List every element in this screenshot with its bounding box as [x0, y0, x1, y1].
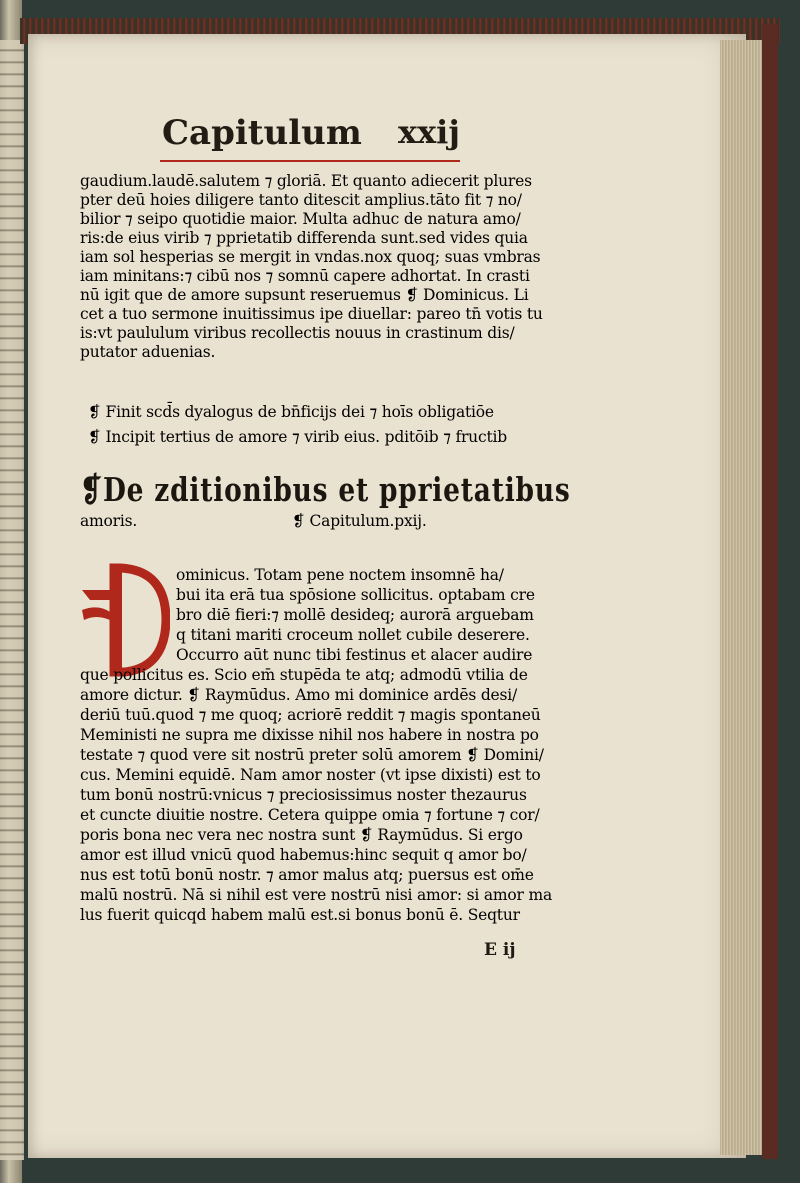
text-line: testate ⁊ quod vere sit nostrū preter solū amorem ❡ Domini/ [80, 746, 544, 764]
text-line: cus. Memini equidē. Nam amor noster (vt ipse dixisti) est to [80, 766, 541, 784]
text-line: ominicus. Totam pene noctem insomnē ha/ [176, 566, 504, 584]
text-line: et cuncte diuitie nostre. Cetera quippe omia ⁊ fortune ⁊ cor/ [80, 806, 540, 824]
text-line: putator aduenias. [80, 343, 216, 361]
text-line: nū igit que de amore supsunt reseruemus ❡ Dominicus. Li [80, 286, 529, 304]
book-cover-edge [762, 24, 778, 1159]
text-line: ris:de eius virib ⁊ pprietatib differenda sunt.sed vides quia [80, 229, 528, 247]
signature-mark: E ij [484, 940, 516, 960]
section-title: ❡De zditionibus et pprietatibus [80, 470, 571, 509]
facing-page-edge [0, 40, 24, 1160]
decorated-initial [80, 560, 170, 678]
text-line: deriū tuū.quod ⁊ me quoq; acriorē reddit ⁊ magis spontaneū [80, 706, 541, 724]
section-subtitle-left: amoris. [80, 512, 138, 530]
text-line: Meministi ne supra me dixisse nihil nos habere in nostra po [80, 726, 539, 744]
text-line: malū nostrū. Nā si nihil est vere nostrū nisi amor: si amor ma [80, 886, 553, 904]
chapter-number: xxij [398, 113, 460, 151]
finit-line: ❡ Finit scd̄s dyalogus de bn̄ficijs dei ⁊ hoīs obligatiōe [88, 403, 494, 421]
text-line: nus est totū bonū nostr. ⁊ amor malus atq; puersus est om̄e [80, 866, 534, 884]
text-line: poris bona nec vera nec nostra sunt ❡ Raymūdus. Si ergo [80, 826, 523, 844]
text-line: tum bonū nostrū:vnicus ⁊ preciosissimus noster thezaurus [80, 786, 527, 804]
heading-rule [160, 160, 460, 162]
text-line: bilior ⁊ seipo quotidie maior. Multa adhuc de natura amo/ [80, 210, 521, 228]
text-line: que pollicitus es. Scio em̄ stupēda te atq; admodū vtilia de [80, 666, 528, 684]
text-line: cet a tuo sermone inuitissimus ipe diuellar: pareo tn̄ votis tu [80, 305, 543, 323]
section-subtitle-right: ❡ Capitulum.pxij. [292, 512, 427, 530]
text-line: iam minitans:⁊ cibū nos ⁊ somnū capere adhortat. In crasti [80, 267, 530, 285]
text-line: amore dictur. ❡ Raymūdus. Amo mi dominice ardēs desi/ [80, 686, 518, 704]
text-line: amor est illud vnicū quod habemus:hinc sequit q amor bo/ [80, 846, 527, 864]
text-line: iam sol hesperias se mergit in vndas.nox quoq; suas vmbras [80, 248, 541, 266]
text-line: Occurro aūt nunc tibi festinus et alacer audire [176, 646, 533, 664]
incipit-line: ❡ Incipit tertius de amore ⁊ virib eius. pditōib ⁊ fructib [88, 428, 507, 446]
text-line: is:vt paululum viribus recollectis nouus in crastinum dis/ [80, 324, 515, 342]
text-line: pter deū hoies diligere tanto ditescit amplius.tāto fit ⁊ no/ [80, 191, 522, 209]
text-line: bui ita erā tua spōsione sollicitus. optabam cre [176, 586, 535, 604]
text-line: q titani mariti croceum nollet cubile deserere. [176, 626, 530, 644]
text-line: gaudium.laudē.salutem ⁊ gloriā. Et quanto adiecerit plures [80, 172, 532, 190]
chapter-heading: Capitulum [162, 113, 362, 153]
text-line: lus fuerit quicqd habem malū est.si bonus bonū ē. Seqtur [80, 906, 520, 924]
text-line: bro diē fieri:⁊ mollē desideq; aurorā arguebam [176, 606, 534, 624]
